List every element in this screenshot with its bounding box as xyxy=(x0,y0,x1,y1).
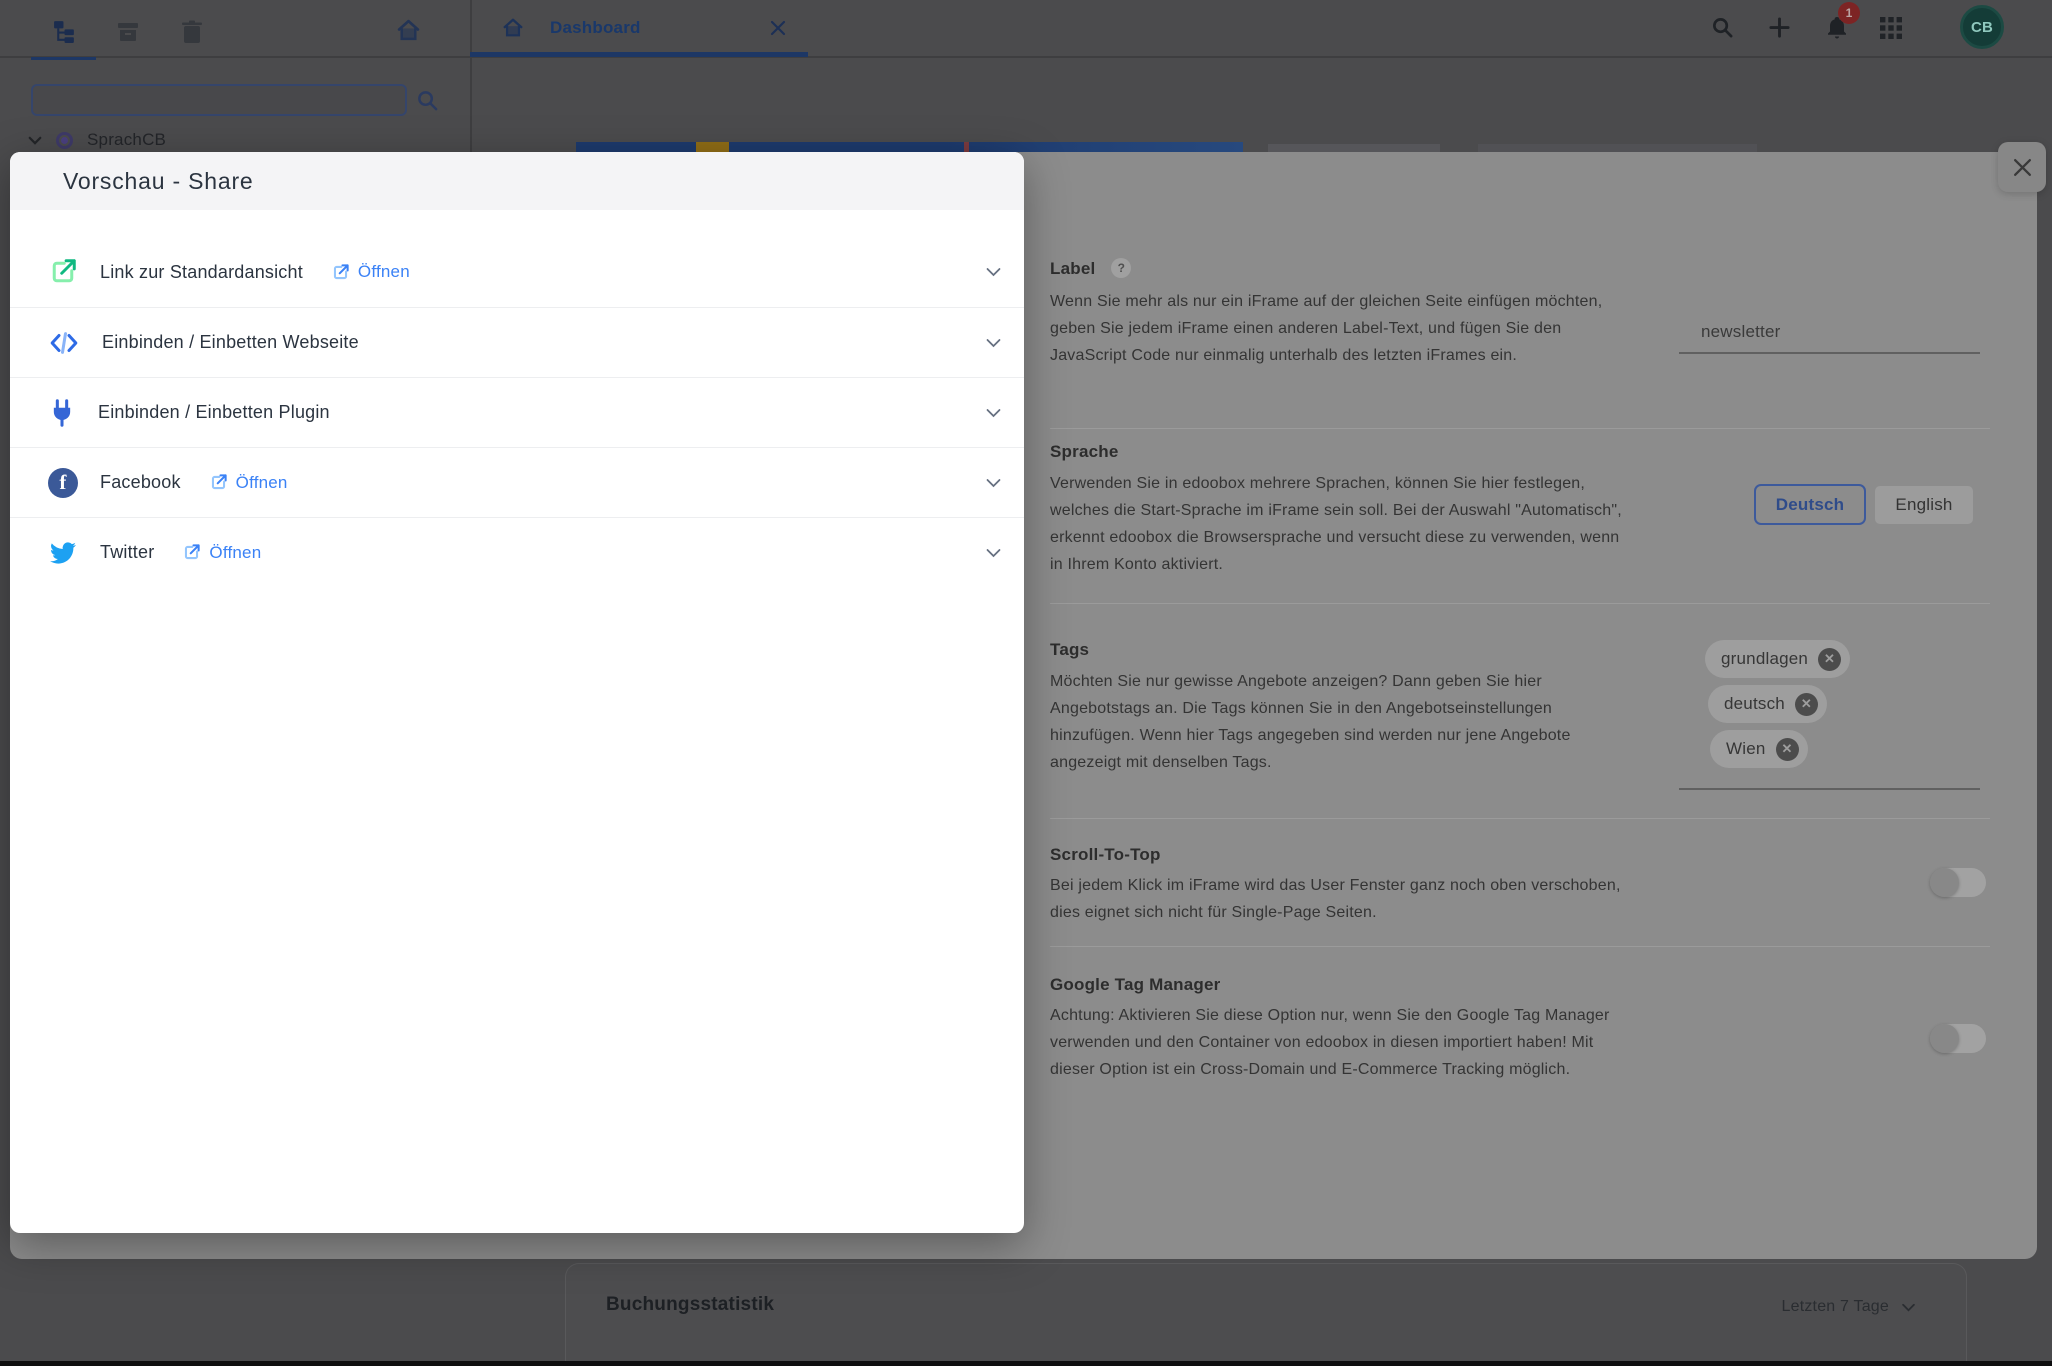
label-section-title: Label ? xyxy=(1050,258,1131,279)
tab-dashboard[interactable] xyxy=(480,0,808,56)
code-icon xyxy=(48,328,80,358)
chevron-down-icon xyxy=(1901,1303,1916,1312)
hidden-panel-strip xyxy=(1268,144,1440,152)
active-tool-underline xyxy=(31,57,96,60)
gtm-title: Google Tag Manager xyxy=(1050,975,1221,994)
language-section-title: Sprache xyxy=(1050,442,1119,461)
close-icon xyxy=(2012,157,2033,178)
tab-close-icon[interactable] xyxy=(770,20,786,36)
share-row-standard-link[interactable]: Link zur Standardansicht Öffnen xyxy=(10,237,1024,307)
chevron-down-icon xyxy=(985,267,1002,277)
chevron-down-icon xyxy=(985,408,1002,418)
share-row-facebook[interactable]: f Facebook Öffnen xyxy=(10,447,1024,517)
hidden-banner-strip xyxy=(576,142,1243,152)
remove-tag-icon[interactable]: ✕ xyxy=(1795,693,1818,716)
global-search-icon[interactable] xyxy=(1711,16,1734,39)
label-input[interactable]: newsletter xyxy=(1679,322,1980,354)
hidden-panel-strip xyxy=(1478,144,1757,152)
screen-bottom-edge xyxy=(0,1361,2052,1366)
notification-badge: 1 xyxy=(1838,2,1860,24)
tag-chip: deutsch ✕ xyxy=(1708,685,1827,723)
language-option-deutsch[interactable]: Deutsch xyxy=(1754,484,1866,525)
scroll-to-top-description: Bei jedem Klick im iFrame wird das User Fenster ganz noch oben verschoben, dies eignet sich nicht für Single-Page Seiten. xyxy=(1050,877,1621,921)
language-option-english[interactable]: English xyxy=(1875,486,1973,524)
help-icon[interactable]: ? xyxy=(1111,258,1131,278)
archive-icon[interactable] xyxy=(116,20,140,44)
remove-tag-icon[interactable]: ✕ xyxy=(1818,648,1841,671)
sidebar-search-input[interactable] xyxy=(31,84,407,116)
booking-stats-card xyxy=(565,1263,1967,1366)
home-icon[interactable] xyxy=(396,18,421,43)
date-range-select[interactable]: Letzten 7 Tage xyxy=(1782,1298,1916,1316)
chevron-down-icon[interactable] xyxy=(28,136,42,145)
dialog-close-button[interactable] xyxy=(1998,142,2046,192)
modal-header xyxy=(10,152,1024,210)
remove-tag-icon[interactable]: ✕ xyxy=(1776,738,1799,761)
section-divider xyxy=(1050,428,1990,429)
booking-stats-title: Buchungsstatistik xyxy=(606,1294,775,1315)
topbar-divider xyxy=(0,56,2052,58)
twitter-icon xyxy=(48,540,78,566)
scroll-to-top-title: Scroll-To-Top xyxy=(1050,845,1161,864)
tab-home-icon xyxy=(502,17,524,39)
share-row-embed-website[interactable]: Einbinden / Einbetten Webseite xyxy=(10,307,1024,377)
share-preview-modal xyxy=(10,152,1024,1233)
language-section-description: Verwenden Sie in edoobox mehrere Sprachen, können Sie hier festlegen, welches die Start-Sprache im iFrame sein soll. Bei der Auswahl "Automatisch", erkennt edoobox die Browsersprache und versucht diese zu verwenden, wenn in Ihrem Konto aktiviert. xyxy=(1050,475,1622,573)
tag-chip: Wien ✕ xyxy=(1710,730,1808,768)
open-link[interactable]: Öffnen xyxy=(331,262,410,282)
tags-section-description: Möchten Sie nur gewisse Angebote anzeigen? Dann geben Sie hier Angebotstags an. Die Tags können Sie in den Angebotseinstellungen hinzufügen. Wenn hier Tags angegeben sind werden nur jene Angebote angezeigt mit denselben Tags. xyxy=(1050,673,1571,771)
add-icon[interactable] xyxy=(1768,16,1791,39)
gtm-toggle[interactable] xyxy=(1930,1024,1986,1053)
scroll-to-top-toggle[interactable] xyxy=(1930,868,1986,897)
trash-icon[interactable] xyxy=(181,20,203,44)
open-external-icon xyxy=(182,543,201,562)
share-row-embed-plugin[interactable]: Einbinden / Einbetten Plugin xyxy=(10,377,1024,447)
section-divider xyxy=(1050,603,1990,604)
open-link[interactable]: Öffnen xyxy=(209,473,288,493)
tags-section-title: Tags xyxy=(1050,640,1090,659)
sidebar-divider xyxy=(470,0,472,152)
external-link-icon xyxy=(48,257,78,287)
category-radio-icon xyxy=(56,132,73,149)
plug-icon xyxy=(48,398,76,428)
open-external-icon xyxy=(209,473,228,492)
label-section-description: Wenn Sie mehr als nur ein iFrame auf der gleichen Seite einfügen möchten, geben Sie jedem iFrame einen anderen Label-Text, und fügen Sie den JavaScript Code nur einmalig unterhalb des letzten iFrames ein. xyxy=(1050,293,1603,364)
section-divider xyxy=(1050,946,1990,947)
sidebar-search-icon[interactable] xyxy=(416,89,439,112)
open-link[interactable]: Öffnen xyxy=(182,543,261,563)
tag-chip: grundlagen ✕ xyxy=(1705,640,1850,678)
share-row-twitter[interactable]: Twitter Öffnen xyxy=(10,517,1024,587)
tree-item-label: SprachCB xyxy=(87,130,167,149)
avatar[interactable]: CB xyxy=(1960,5,2004,49)
section-divider xyxy=(1050,818,1990,819)
modal-title: Vorschau - Share xyxy=(63,167,254,194)
apps-grid-icon[interactable] xyxy=(1880,17,1902,39)
gtm-description: Achtung: Aktivieren Sie diese Option nur, wenn Sie den Google Tag Manager verwenden und den Container von edoobox in diesen importiert haben! Mit dieser Option ist ein Cross-Domain und E-Commerce Tracking möglich. xyxy=(1050,1007,1610,1078)
chevron-down-icon xyxy=(985,338,1002,348)
facebook-icon: f xyxy=(48,468,78,498)
sidebar-item-sprachcb[interactable] xyxy=(28,130,166,150)
open-external-icon xyxy=(331,263,350,282)
chevron-down-icon xyxy=(985,478,1002,488)
tree-view-icon[interactable] xyxy=(52,19,77,44)
chevron-down-icon xyxy=(985,548,1002,558)
tags-input-underline[interactable] xyxy=(1679,788,1980,790)
tab-label: Dashboard xyxy=(550,18,641,37)
